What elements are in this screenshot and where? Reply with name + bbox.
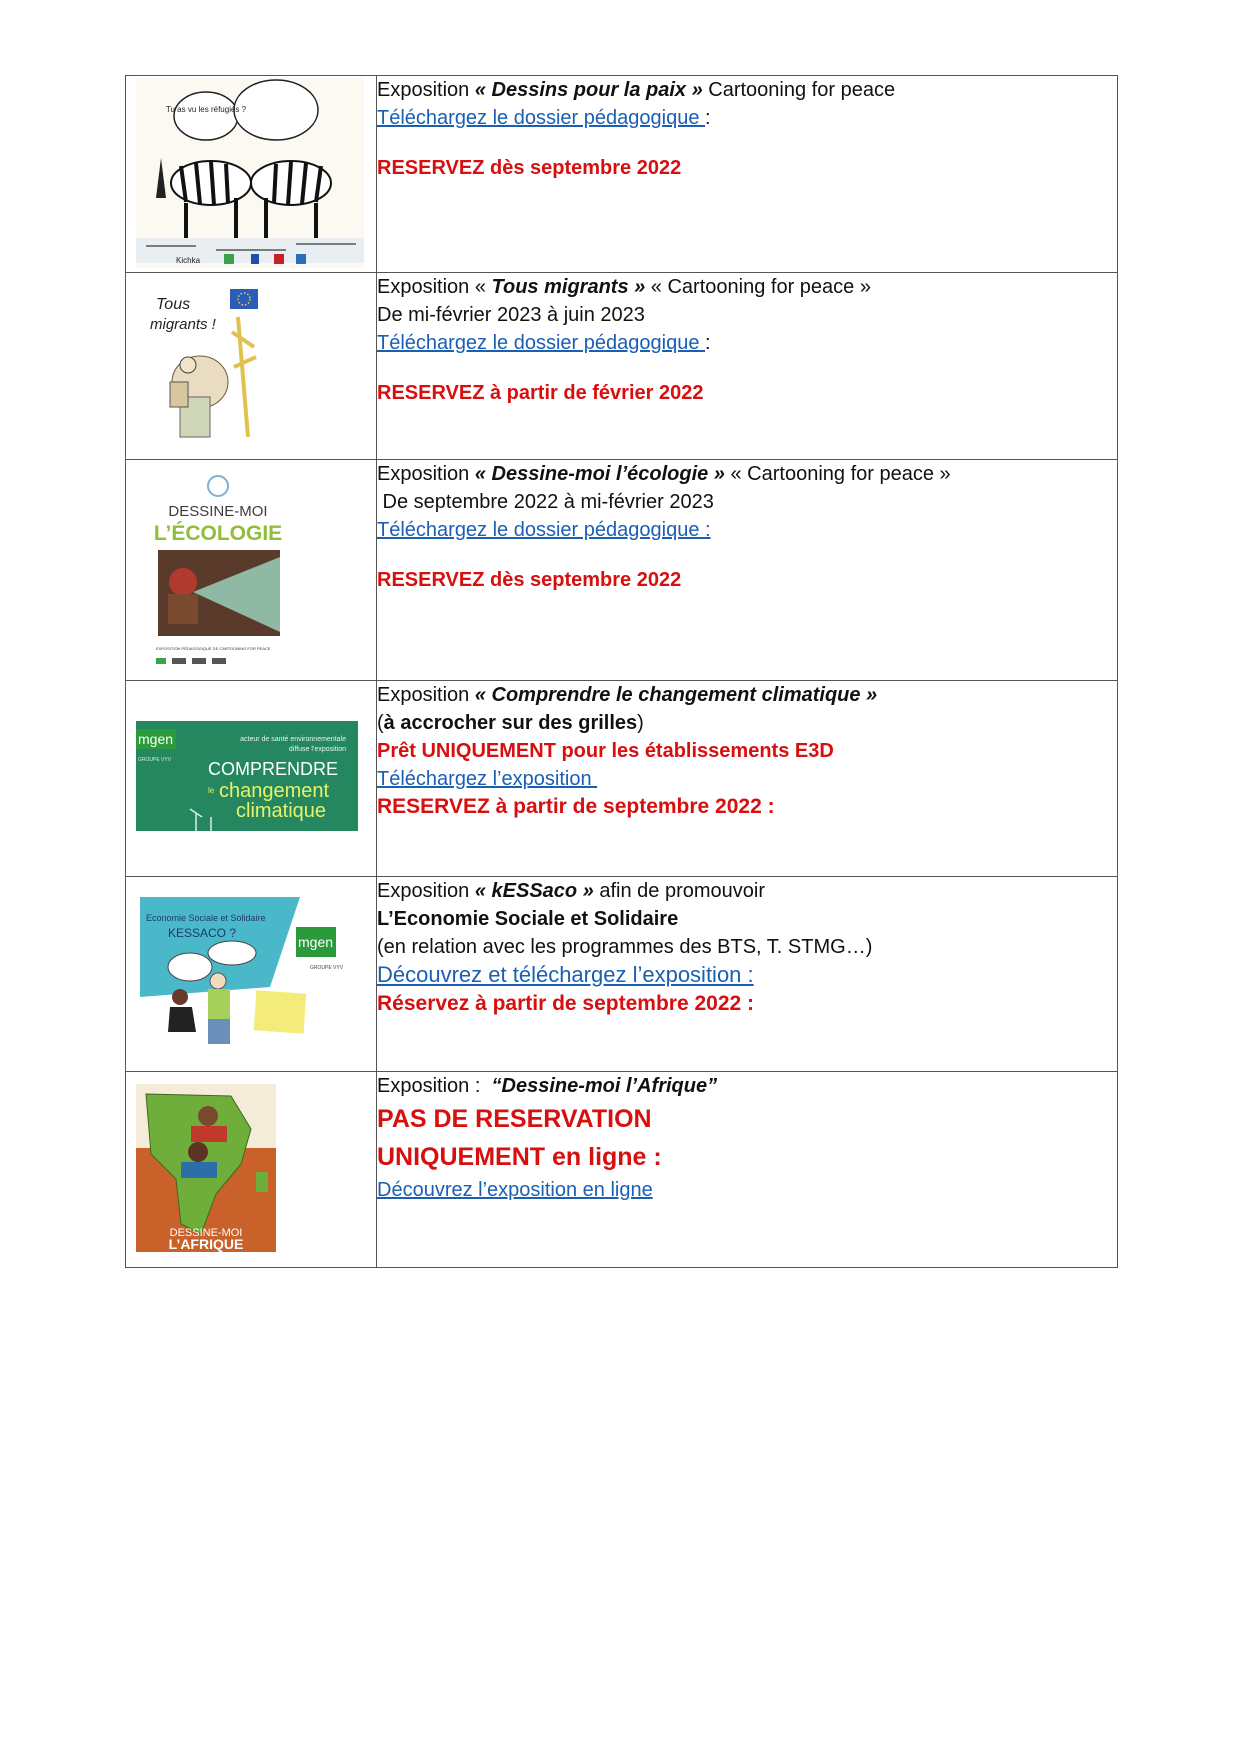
prefix-text: Exposition « — [377, 276, 492, 298]
suffix-text: « Cartooning for peace » — [724, 463, 951, 485]
subject-text: L’Economie Sociale et Solidaire — [377, 908, 679, 930]
image-title-line1: Tous — [156, 296, 191, 313]
afrique-poster-image — [136, 1084, 276, 1252]
image-cell — [126, 76, 377, 273]
image-cell — [126, 273, 377, 460]
exhibition-title: « kESSaco » — [474, 880, 594, 902]
exhibition-title-line — [377, 877, 1117, 905]
prefix-text: Exposition — [377, 880, 475, 902]
mgen-climat-image — [136, 721, 358, 831]
dates-text: De septembre 2022 à mi-février 2023 — [377, 491, 714, 513]
exhibition-title: “Dessine-moi l’Afrique” — [491, 1075, 718, 1097]
download-exhibition-link[interactable]: Téléchargez l’exposition — [377, 768, 598, 790]
notice-line1: PAS DE RESERVATION — [377, 1105, 652, 1133]
prefix-text: Exposition — [377, 463, 475, 485]
exhibition-title: « Dessine-moi l’écologie » — [474, 463, 725, 485]
image-title-line1: DESSINE-MOI — [169, 1227, 243, 1239]
brand-text: mgen — [298, 934, 334, 950]
credits-text: Kichka — [176, 256, 201, 265]
download-dossier-link[interactable]: Téléchargez le dossier pédagogique — [377, 107, 705, 129]
paren-close: ) — [637, 712, 644, 734]
note-text: à accrocher sur des grilles — [383, 712, 638, 734]
discover-online-link[interactable]: Découvrez l’exposition en ligne — [377, 1179, 653, 1201]
image-cell — [126, 460, 377, 681]
prefix-text: Exposition : — [377, 1075, 492, 1097]
exhibition-title-line — [377, 681, 1117, 709]
exhibition-title-line — [377, 76, 1117, 104]
text-cell — [377, 76, 1118, 273]
table-row — [126, 76, 1118, 273]
image-title-line2: migrants ! — [150, 316, 216, 333]
exhibition-title: « Dessins pour la paix » — [474, 79, 703, 101]
discover-download-link[interactable]: Découvrez et téléchargez l’exposition : — [377, 962, 754, 987]
image-title-line1: DESSINE-MOI — [168, 503, 268, 520]
exhibition-title-line — [377, 1072, 1117, 1100]
exhibition-title-line — [377, 273, 1117, 301]
exhibition-title: « Comprendre le changement climatique » — [474, 684, 878, 706]
tous-migrants-image — [150, 287, 260, 447]
reserve-text: RESERVEZ à partir de février 2022 — [377, 382, 704, 404]
caption-text: EXPOSITION PÉDAGOGIQUE DE CARTOONING FOR PEACE — [156, 646, 271, 651]
table-row — [126, 460, 1118, 681]
banner2-text: KESSACO ? — [168, 926, 237, 940]
note-line — [377, 709, 1117, 737]
notice-line2: UNIQUEMENT en ligne : — [377, 1143, 662, 1171]
text-cell — [377, 681, 1118, 877]
paren-open: ( — [377, 712, 384, 734]
image-title-line2: L’ÉCOLOGIE — [153, 522, 283, 545]
text-cell — [377, 460, 1118, 681]
word2-text: le — [208, 786, 215, 795]
brand-text: mgen — [138, 731, 174, 747]
reserve-text: RESERVEZ dès septembre 2022 — [377, 157, 682, 179]
download-dossier-link[interactable]: Téléchargez le dossier pédagogique — [377, 332, 705, 354]
table-row — [126, 1072, 1118, 1268]
restriction-text: Prêt UNIQUEMENT pour les établissements E3D — [377, 740, 834, 762]
table-row — [126, 877, 1118, 1072]
suffix-text: « Cartooning for peace » — [645, 276, 871, 298]
tagline1-text: acteur de santé environnementale — [240, 736, 346, 743]
tagline2-text: diffuse l’exposition — [288, 746, 346, 753]
table-row — [126, 681, 1118, 877]
word1-text: COMPRENDRE — [208, 759, 339, 779]
exhibition-title-line — [377, 460, 1117, 488]
download-dossier-link[interactable]: Téléchargez le dossier pédagogique : — [377, 519, 711, 541]
colon-text: : — [705, 107, 711, 129]
text-cell — [377, 877, 1118, 1072]
reserve-text: Réservez à partir de septembre 2022 : — [377, 992, 755, 1015]
prefix-text: Exposition — [377, 79, 475, 101]
image-cell — [126, 1072, 377, 1268]
banner1-text: Economie Sociale et Solidaire — [146, 913, 266, 923]
text-cell — [377, 273, 1118, 460]
image-cell — [126, 681, 377, 877]
reserve-text: RESERVEZ dès septembre 2022 — [377, 569, 682, 591]
exhibition-title: Tous migrants » — [491, 276, 646, 298]
programs-text: (en relation avec les programmes des BTS, T. STMG…) — [377, 936, 873, 958]
text-cell — [377, 1072, 1118, 1268]
kessaco-image — [140, 897, 362, 1057]
word4-text: climatique — [236, 800, 327, 822]
group-text: GROUPE VYV — [138, 757, 172, 763]
group-text: GROUPE VYV — [310, 965, 344, 971]
dates-text: De mi-février 2023 à juin 2023 — [377, 304, 645, 326]
suffix-text: afin de promouvoir — [593, 880, 766, 902]
exhibitions-table — [125, 75, 1118, 1268]
word3-text: changement — [219, 780, 330, 802]
colon-text: : — [705, 332, 711, 354]
table-row — [126, 273, 1118, 460]
suffix-text: Cartooning for peace — [702, 79, 896, 101]
image-cell — [126, 877, 377, 1072]
image-title-line2: L’AFRIQUE — [168, 1236, 244, 1252]
ecologie-poster-image — [148, 472, 288, 672]
zebras-cartoon-image — [136, 78, 364, 268]
prefix-text: Exposition — [377, 684, 475, 706]
reserve-text: RESERVEZ à partir de septembre 2022 : — [377, 795, 775, 818]
bubble-left-text: Tu as vu les réfugiés ? — [165, 105, 247, 114]
